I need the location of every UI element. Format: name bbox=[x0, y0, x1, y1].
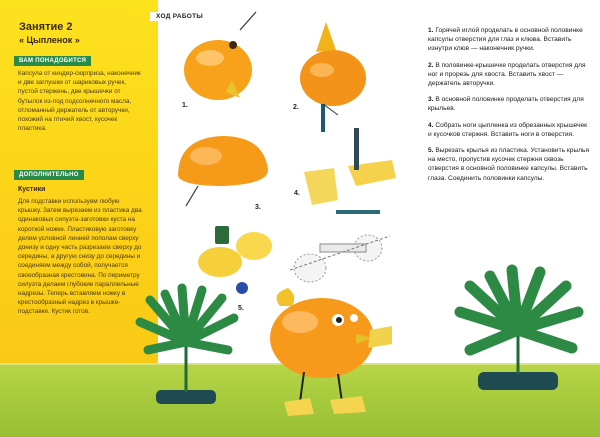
extra-badge: ДОПОЛНИТЕЛЬНО bbox=[14, 170, 84, 180]
step-item-text: Собрать ноги цыпленка из обрезанных крышечек и кусочков стержня. Вставить ноги в отверстия. bbox=[428, 121, 588, 138]
step-item-number: 2. bbox=[428, 61, 434, 69]
small-parts bbox=[198, 226, 272, 294]
step-number-5: 5. bbox=[238, 305, 244, 312]
step-item-number: 3. bbox=[428, 96, 434, 104]
lesson-subtitle: « Цыпленок » bbox=[19, 35, 80, 45]
step-item bbox=[428, 95, 590, 113]
bush-text: Для подставки используем любую крышку. Затем вырезаем из пластика два одинаковых силуэта-заготовки куста на короткой ножке. Пластиковую заготовку делим условной линией пополам сверху донизу и одну часть разрезаем сверху до середины, а другую снизу до середины и соединяем между собой, получается своеобразная крестовина. По периметру силуэта делаем глубокие параллельные надрезы. Теперь вставляем ножку в крестообразный надрез в крышке-подставке. Кустик готов. bbox=[18, 198, 142, 316]
capsule-half-step3 bbox=[178, 136, 268, 206]
step-item bbox=[428, 146, 590, 183]
step-item-text: В основной половинке проделать отверстия для крыльев. bbox=[428, 96, 584, 113]
step-item-number: 1. bbox=[428, 27, 434, 34]
step-item bbox=[428, 61, 590, 89]
step-number-3: 3. bbox=[255, 204, 261, 211]
bush-right bbox=[460, 270, 578, 390]
capsule-half-step2 bbox=[300, 22, 366, 132]
step-number-4: 4. bbox=[294, 190, 300, 197]
bush-left bbox=[140, 288, 234, 404]
chick-figure bbox=[270, 288, 392, 416]
feet-parts-step4 bbox=[304, 128, 396, 214]
step-item-number: 4. bbox=[428, 121, 434, 129]
howto-label: ХОД РАБОТЫ bbox=[150, 12, 209, 21]
step-number-2: 2. bbox=[293, 104, 299, 111]
materials-badge: ВАМ ПОНАДОБИТСЯ bbox=[14, 56, 91, 66]
wings-assembly-step5 bbox=[290, 235, 390, 282]
steps-list bbox=[428, 26, 590, 190]
step-item-number: 5. bbox=[428, 147, 434, 155]
step-item bbox=[428, 121, 590, 139]
step-item bbox=[428, 26, 590, 54]
capsule-half-step1 bbox=[184, 12, 256, 100]
step-item-text: В половинке-крышечке проделать отверстия для ног и прорезь для хвоста. Вставить хвост — держатель авторучки. bbox=[428, 61, 586, 88]
bush-title: Кустики bbox=[18, 186, 46, 193]
materials-text: Капсула от киндер-сюрприза, наконечник и две заглушки от шариковых ручек, пустой стержень, две крышечки от бутылок из-под подсолнечного масла, отломанный держатель от авторучки, похожий на птичий хвост, кусочек пластика. bbox=[18, 70, 141, 133]
step-item-text: Горячей иглой проделать в основной половинке капсулы отверстия для глаз и клюва. Вставить изнутри клюв — наконечник ручки. bbox=[428, 27, 583, 53]
step-number-1: 1. bbox=[182, 102, 188, 109]
step-item-text: Вырезать крылья из пластика. Установить крылья на место, пропустив кусочек стержня сквозь отверстия в основной половинке капсулы. Вставить глаза. Соединить половинки капсулы. bbox=[428, 147, 590, 182]
lesson-title: Занятие 2 bbox=[19, 21, 73, 33]
